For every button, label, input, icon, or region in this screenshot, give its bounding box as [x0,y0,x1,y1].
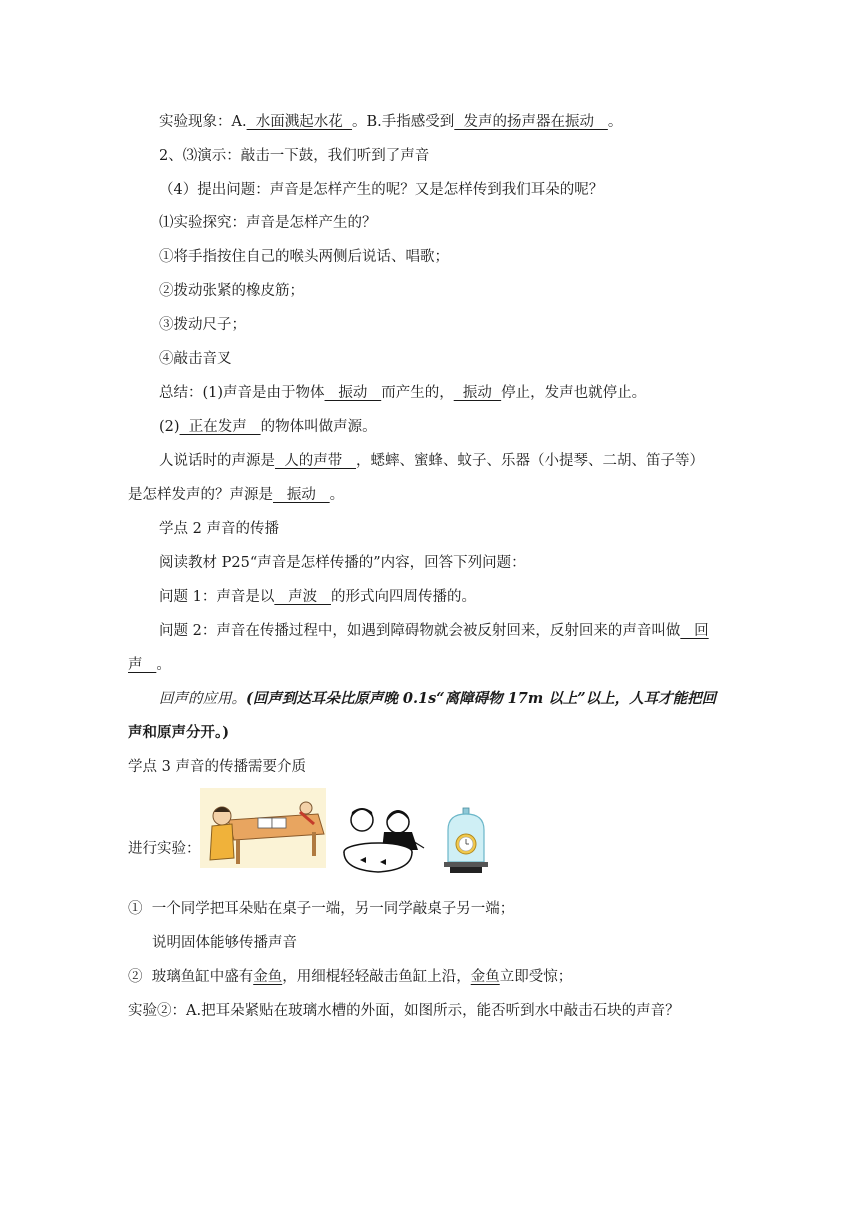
text: 。 [607,114,623,130]
line-summary-1 [159,383,646,403]
text: 停止，发声也就停止。 [501,385,647,401]
answer-vocal-cords: 人的声带 [275,453,357,469]
line-echo-note-cont: 声和原声分开。) [128,724,230,741]
line-vocal-source [159,451,704,471]
answer-splash: 水面溅起水花 [246,114,353,130]
text: ① [128,901,143,917]
echo-note: (回声到达耳朵比原声晚 0.1s“离障碍物 17m 以上”以上，人耳才能把回 [246,690,717,707]
bell-jar-image [440,806,492,876]
answer-vibration: 振动 [453,385,502,401]
table-experiment-image [200,788,326,868]
answer-echo: 回 [680,623,709,639]
line-solid-conclusion: 说明固体能够传播声音 [152,935,297,951]
text: 立即受惊； [499,969,573,985]
text: 总结：(1)声音是由于物体 [159,385,325,401]
text: 问题 2：声音在传播过程中，如遇到障碍物就会被反射回来，反射回来的声音叫做 [159,623,681,639]
line-demo-drum: 2、⑶演示：敲击一下鼓，我们听到了声音 [159,148,430,164]
text: ，用细棍轻轻敲击鱼缸上沿， [282,969,471,985]
line-question-2 [159,621,709,641]
answer-vibration: 振动 [273,487,330,503]
line-step-3: ③拨动尺子； [159,317,246,333]
line-experiment-phenomenon [159,112,622,132]
line-experiment-2 [128,967,572,987]
line-question-2-cont [128,655,171,675]
fish-tank-experiment-image [332,800,430,874]
text: 而产生的， [381,385,454,401]
text: 。B.手指感受到 [352,114,455,130]
section-heading-3: 学点 3 声音的传播需要介质 [128,759,306,775]
goldfish-word: 金鱼 [253,969,283,985]
text: 一个同学把耳朵贴在桌子一端，另一同学敲桌子另一端； [151,901,515,917]
line-step-2: ②拨动张紧的橡皮筋； [159,283,304,299]
text: 玻璃鱼缸中盛有 [151,969,254,985]
answer-speaker-vibrate: 发声的扬声器在振动 [454,114,608,130]
line-question-1 [159,587,476,607]
text: 问题 1：声音是以 [159,589,275,605]
answer-echo: 声 [128,657,143,673]
goldfish-word: 金鱼 [470,969,500,985]
text: 。 [329,487,345,503]
line-summary-2 [159,417,377,437]
section-heading-2: 学点 2 声音的传播 [159,521,279,537]
line-question: （4）提出问题：声音是怎样产生的呢？又是怎样传到我们耳朵的呢？ [159,182,604,198]
line-conduct-experiment: 进行实验： [128,841,201,857]
text: 实验现象：A. [159,114,247,130]
text: (2) [159,419,180,435]
echo-application-label: 回声的应用。 [159,691,246,707]
line-experiment-1 [128,899,514,919]
answer-vibration: 振动 [324,385,382,401]
line-echo-application [159,689,716,709]
line-step-1: ①将手指按住自己的喉头两侧后说话、唱歌； [159,249,449,265]
line-experiment-2-question: 实验②：A.把耳朵紧贴在玻璃水槽的外面，如图所示，能否听到水中敲击石块的声音？ [128,1003,680,1019]
text: ，蟋蟀、蜜蜂、蚊子、乐器（小提琴、二胡、笛子等） [356,453,705,469]
answer-sound-wave: 声波 [274,589,331,605]
text [143,657,157,673]
text: 的物体叫做声源。 [260,419,377,435]
line-explore: ⑴实验探究：声音是怎样产生的？ [159,215,377,231]
text: ② [128,969,143,985]
line-step-4: ④敲击音叉 [159,351,232,367]
text: 的形式向四周传播的。 [331,589,476,605]
text: 。 [156,657,171,673]
text: 人说话时的声源是 [159,453,275,469]
line-reading: 阅读教材 P25“声音是怎样传播的”内容，回答下列问题： [159,555,526,571]
answer-sounding: 正在发声 [179,419,261,435]
line-source-answer [128,485,344,505]
text: 是怎样发声的？声源是 [128,487,273,503]
